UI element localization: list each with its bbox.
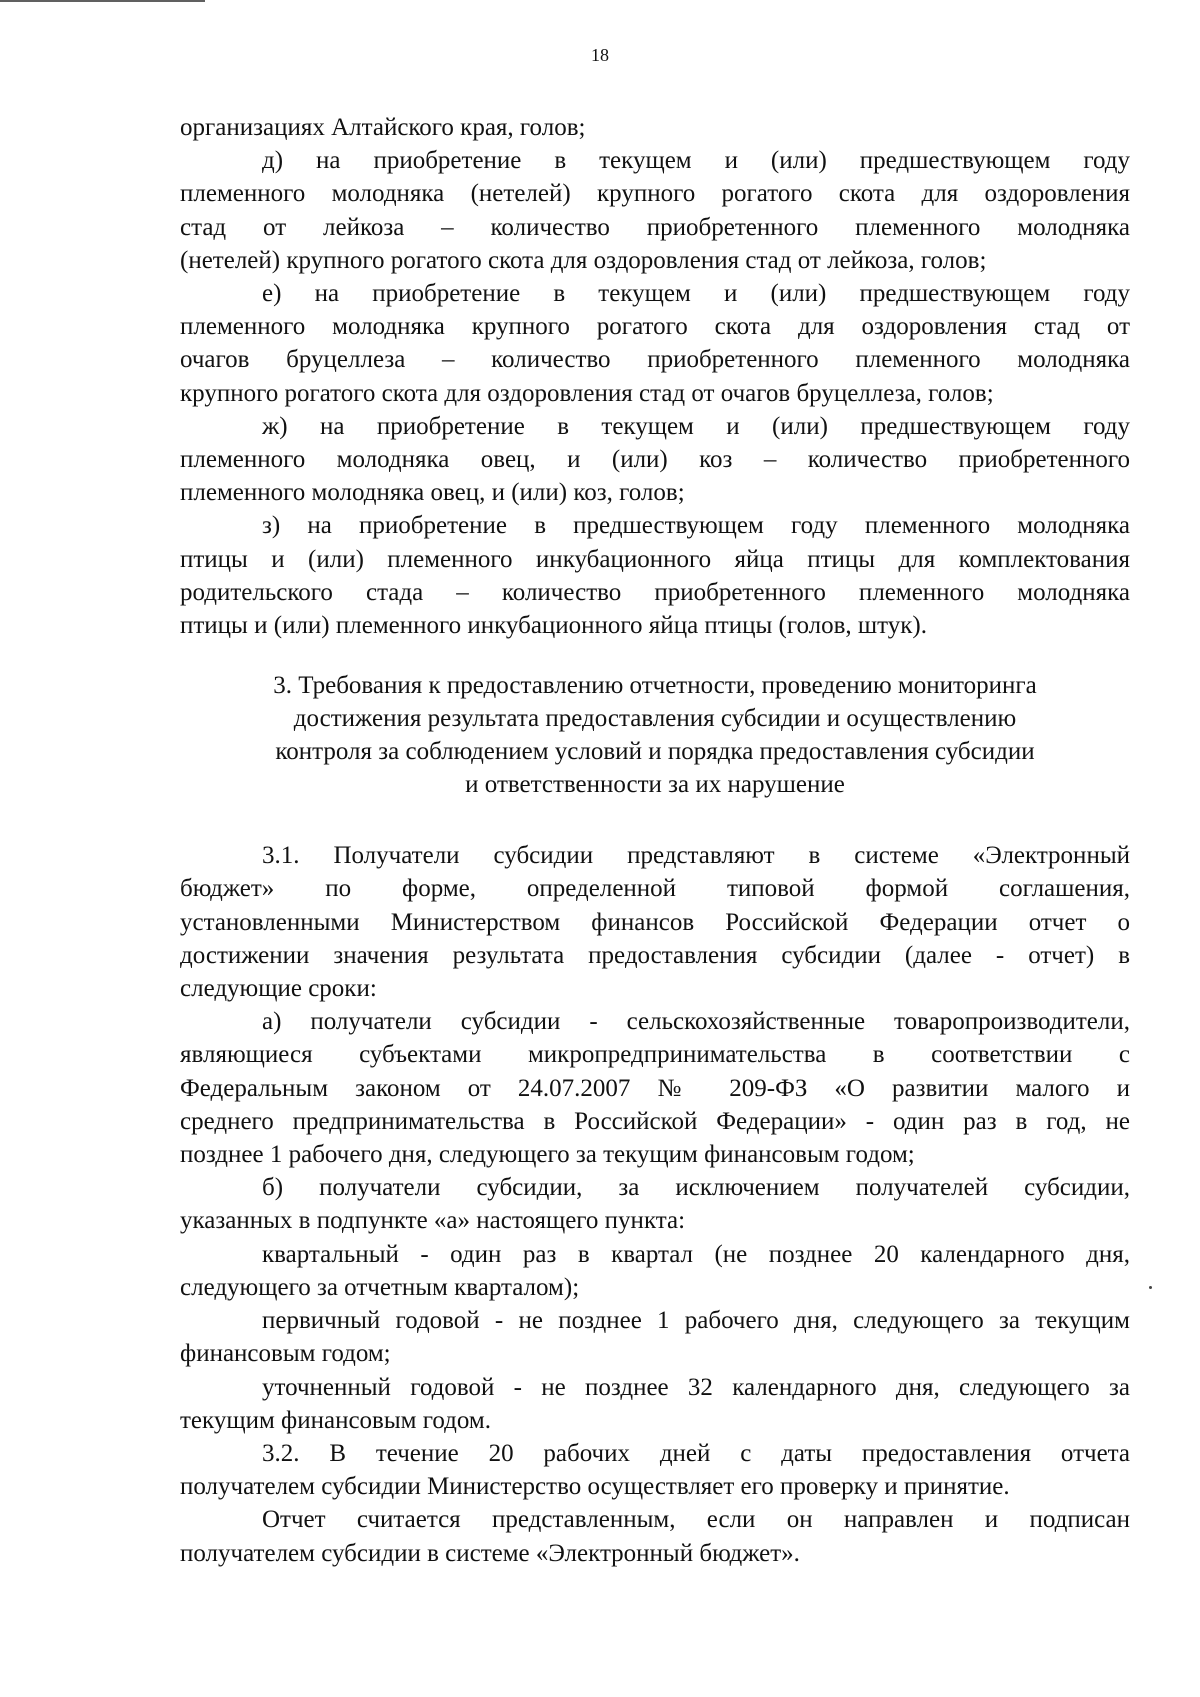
scan-edge-mark [0,0,205,2]
paragraph-line: достижении значения результата предоставления субсидии (далее - отчет) в [180,941,1130,969]
paragraph-line: б) получатели субсидии, за исключением получателей субсидии, [262,1174,1130,1202]
document-body [180,111,1130,1570]
paragraph-line: д) на приобретение в текущем и (или) предшествующем году [262,147,1130,175]
paragraph-line: племенного молодняка (нетелей) крупного рогатого скота для оздоровления [180,180,1130,208]
paragraph-line: птицы и (или) племенного инкубационного яйца птицы (голов, штук). [180,612,927,640]
paragraph-line: е) на приобретение в текущем и (или) предшествующем году [262,280,1130,308]
paragraph-line: племенного молодняка крупного рогатого скота для оздоровления стад от [180,313,1130,341]
paragraph-line: текущим финансовым годом. [180,1406,491,1434]
paragraph-line: следующие сроки: [180,975,377,1003]
paragraph-line: племенного молодняка овец, и (или) коз, голов; [180,479,685,507]
paragraph-report-submitted [180,1503,1130,1569]
paragraph-line: стад от лейкоза – количество приобретенного племенного молодняка [180,213,1130,241]
paragraph-continuation [180,111,1130,144]
paragraph-line: родительского стада – количество приобретенного племенного молодняка [180,578,1130,606]
paragraph-3-1 [180,839,1130,1005]
paragraph-line: организациях Алтайского края, голов; [180,114,586,141]
paragraph-line: очагов бруцеллеза – количество приобретенного племенного молодняка [180,346,1130,374]
paragraph-line: бюджет» по форме, определенной типовой формой соглашения, [180,875,1130,903]
paragraph-3-1-a [180,1005,1130,1171]
paragraph-line: первичный годовой - не позднее 1 рабочего дня, следующего за текущим [262,1307,1130,1335]
paragraph-line: а) получатели субсидии - сельскохозяйственные товаропроизводители, [262,1008,1130,1036]
scan-speck [1149,1286,1152,1289]
paragraph-item-z [180,509,1130,642]
paragraph-line: крупного рогатого скота для оздоровления стад от очагов бруцеллеза, голов; [180,379,994,407]
paragraph-item-d [180,144,1130,277]
paragraph-line: квартальный - один раз в квартал (не позднее 20 календарного дня, [262,1240,1130,1268]
section-heading-line: контроля за соблюдением условий и порядка предоставления субсидии [275,738,1035,766]
section-heading-line: 3. Требования к предоставлению отчетности, проведению мониторинга [273,672,1037,700]
section-heading-line: и ответственности за их нарушение [465,771,845,799]
section-heading [180,669,1130,801]
paragraph-line: указанных в подпункте «а» настоящего пункта: [180,1207,686,1235]
paragraph-line: позднее 1 рабочего дня, следующего за текущим финансовым годом; [180,1141,915,1169]
paragraph-line: среднего предпринимательства в Российской Федерации» - один раз в год, не [180,1107,1130,1135]
paragraph-line: з) на приобретение в предшествующем году племенного молодняка [262,512,1130,540]
paragraph-item-zh [180,410,1130,510]
paragraph-3-2 [180,1437,1130,1503]
section-heading-line: достижения результата предоставления субсидии и осуществлению [293,705,1017,733]
paragraph-line: птицы и (или) племенного инкубационного яйца птицы для комплектования [180,545,1130,573]
paragraph-line: Федеральным законом от 24.07.2007 № 209-ФЗ «О развитии малого и [180,1074,1130,1102]
paragraph-quarterly [180,1238,1130,1304]
paragraph-line: получателем субсидии Министерство осуществляет его проверку и принятие. [180,1473,1010,1501]
paragraph-primary-annual [180,1304,1130,1370]
paragraph-line: (нетелей) крупного рогатого скота для оздоровления стад от лейкоза, голов; [180,246,987,274]
paragraph-line: 3.1. Получатели субсидии представляют в системе «Электронный [262,842,1130,870]
paragraph-line: уточненный годовой - не позднее 32 календарного дня, следующего за [262,1373,1130,1401]
paragraph-line: финансовым годом; [180,1340,391,1368]
paragraph-3-1-b [180,1171,1130,1237]
paragraph-line: Отчет считается представленным, если он направлен и подписан [262,1506,1130,1534]
paragraph-line: являющиеся субъектами микропредпринимательства в соответствии с [180,1041,1130,1069]
paragraph-line: 3.2. В течение 20 рабочих дней с даты предоставления отчета [262,1439,1130,1467]
page-number: 18 [591,45,609,65]
paragraph-line: установленными Министерством финансов Российской Федерации отчет о [180,908,1130,936]
paragraph-item-e [180,277,1130,410]
paragraph-refined-annual [180,1371,1130,1437]
paragraph-line: следующего за отчетным кварталом); [180,1273,580,1301]
paragraph-line: племенного молодняка овец, и (или) коз – количество приобретенного [180,446,1130,474]
spacer [180,801,1130,839]
paragraph-line: получателем субсидии в системе «Электронный бюджет». [180,1539,800,1567]
paragraph-line: ж) на приобретение в текущем и (или) предшествующем году [262,412,1130,440]
